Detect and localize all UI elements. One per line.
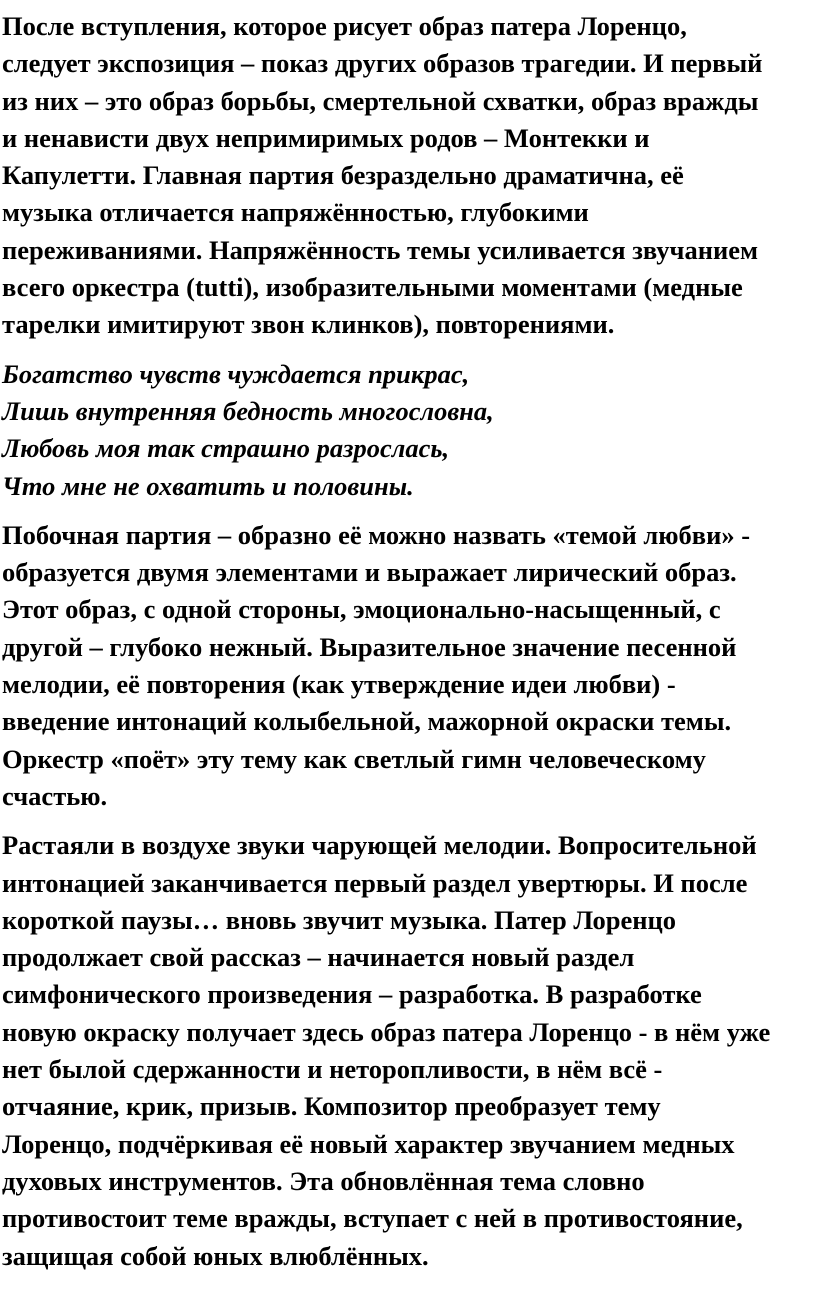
text-line: счастью. [2, 780, 108, 811]
text-line: следует экспозиция – показ других образов трагедии. И первый [2, 48, 763, 79]
text-line: После вступления, которое рисует образ патера Лоренцо, [2, 11, 687, 41]
poem-line: Богатство чувств чуждается прикрас, [2, 358, 470, 389]
text-line: продолжает свой рассказ – начинается новый раздел [2, 942, 635, 973]
text-line: защищая собой юных влюблённых. [2, 1240, 429, 1271]
text-line: духовых инструментов. Эта обновлённая тема словно [2, 1165, 645, 1196]
text-line: новую окраску получает здесь образ патера Лоренцо - в нём уже [2, 1016, 771, 1047]
paragraph-exposition [2, 8, 816, 344]
text-line: образуется двумя элементами и выражает лирический образ. [2, 557, 737, 588]
text-line: короткой паузы… вновь звучит музыка. Патер Лоренцо [2, 904, 677, 935]
text-line: тарелки имитируют звон клинков), повторениями. [2, 309, 615, 340]
text-line: мелодии, её повторения (как утверждение идеи любви) - [2, 669, 676, 700]
text-line: Этот образ, с одной стороны, эмоционально-насыщенный, с [2, 594, 721, 625]
text-line: переживаниями. Напряжённость темы усиливается звучанием [2, 234, 759, 265]
paragraph-development [2, 827, 816, 1275]
poem-line: Лишь внутренняя бедность многословна, [2, 395, 494, 426]
text-line: Лоренцо, подчёркивая её новый характер звучанием медных [2, 1128, 735, 1159]
text-line: из них – это образ борьбы, смертельной схватки, образ вражды [2, 85, 759, 116]
text-line: отчаяние, крик, призыв. Композитор преобразует тему [2, 1091, 661, 1122]
poem-line: Любовь моя так страшно разрослась, [2, 433, 450, 464]
text-line: нет былой сдержанности и неторопливости, в нём всё - [2, 1054, 663, 1085]
text-line: противостоит теме вражды, вступает с ней в противостояние, [2, 1203, 743, 1234]
text-line: другой – глубоко нежный. Выразительное значение песенной [2, 631, 737, 662]
text-line: Капулетти. Главная партия безраздельно драматична, её [2, 160, 684, 191]
paragraph-side-theme [2, 517, 816, 815]
poem-line: Что мне не охватить и половины. [2, 470, 414, 501]
text-line: симфонического произведения – разработка. В разработке [2, 979, 702, 1010]
text-line: Побочная партия – образно её можно назвать «темой любви» - [2, 519, 751, 550]
text-line: Оркестр «поёт» эту тему как светлый гимн человеческому [2, 743, 706, 774]
text-line: всего оркестра (tutti), изобразительными моментами (медные [2, 272, 743, 303]
text-line: музыка отличается напряжённостью, глубокими [2, 197, 589, 228]
text-line: интонацией заканчивается первый раздел увертюры. И после [2, 867, 748, 898]
text-line: Растаяли в воздухе звуки чарующей мелодии. Вопросительной [2, 830, 757, 861]
poem-quote [2, 356, 816, 505]
text-line: и ненависти двух непримиримых родов – Монтекки и [2, 122, 650, 153]
text-line: введение интонаций колыбельной, мажорной окраски темы. [2, 706, 732, 737]
